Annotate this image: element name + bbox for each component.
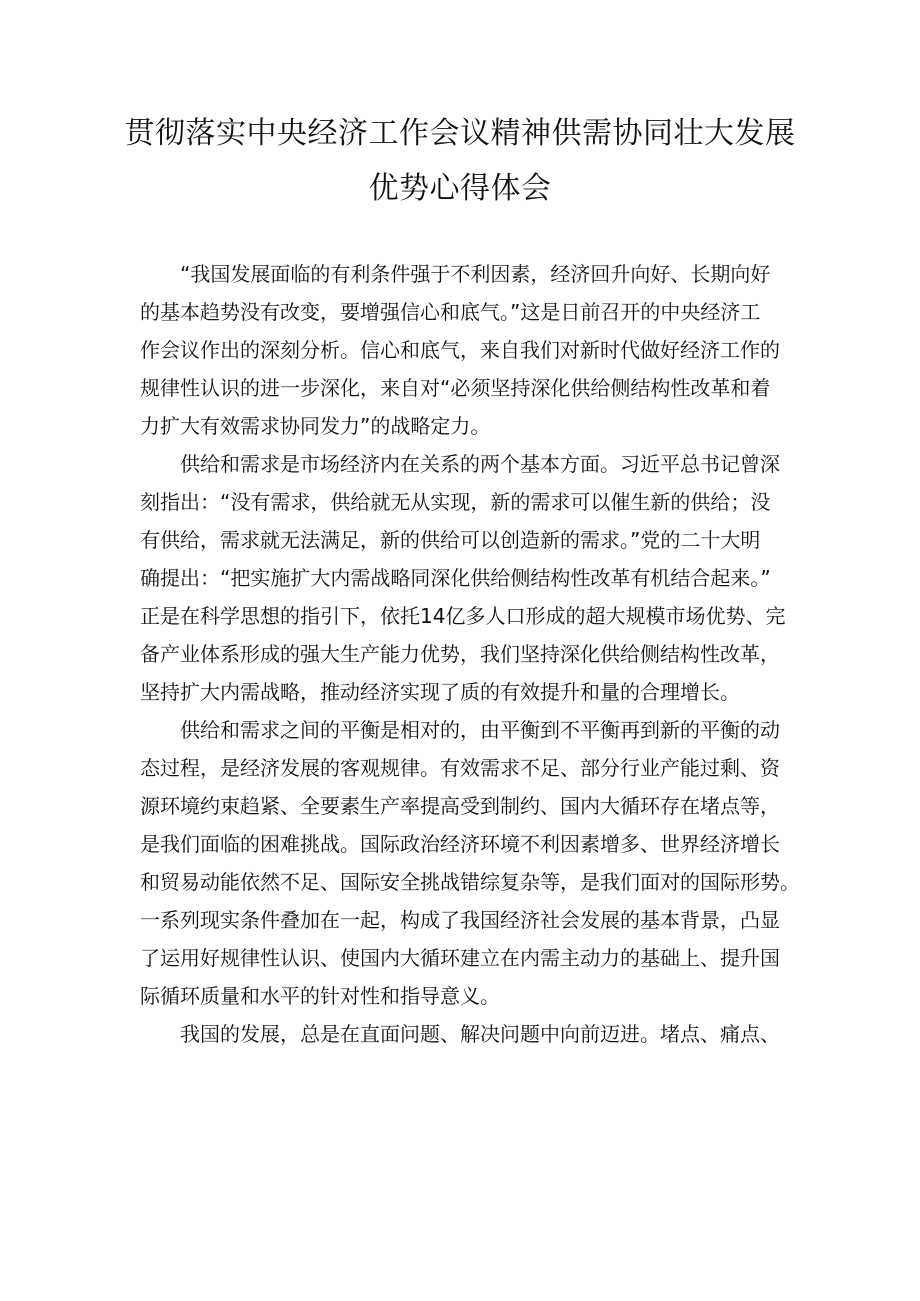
paragraph-line: 供给和需求是市场经济内在关系的两个基本方面。习近平总书记曾深 — [180, 452, 780, 476]
paragraph-line: 坚持扩大内需战略，推动经济实现了质的有效提升和量的合理增长。 — [140, 680, 740, 704]
paragraph-line: 一系列现实条件叠加在一起，构成了我国经济社会发展的基本背景，凸显 — [140, 908, 780, 932]
paragraph-line: 规律性认识的进一步深化，来自对“必须坚持深化供给侧结构性改革和着 — [140, 376, 771, 400]
paragraph — [140, 255, 780, 445]
paragraph-line: 有供给，需求就无法满足，新的供给可以创造新的需求。”党的二十大明 — [140, 528, 761, 552]
paragraph — [140, 1015, 780, 1053]
paragraph-line: 刻指出：“没有需求，供给就无从实现，新的需求可以催生新的供给；没 — [140, 490, 771, 514]
paragraph-line: 力扩大有效需求协同发力”的战略定力。 — [140, 414, 491, 438]
paragraph-line: 际循环质量和水平的针对性和指导意义。 — [140, 984, 500, 1008]
paragraph — [140, 711, 800, 1015]
document-body — [140, 255, 800, 1053]
paragraph-line: 是我们面临的困难挑战。国际政治经济环境不利因素增多、世界经济增长 — [140, 832, 780, 856]
paragraph-line: 确提出：“把实施扩大内需战略同深化供给侧结构性改革有机结合起来。” — [140, 566, 771, 590]
paragraph-line: 源环境约束趋紧、全要素生产率提高受到制约、国内大循环存在堵点等， — [140, 794, 780, 818]
paragraph-line: 和贸易动能依然不足、国际安全挑战错综复杂等，是我们面对的国际形势。 — [140, 870, 800, 894]
paragraph-line: 供给和需求之间的平衡是相对的，由平衡到不平衡再到新的平衡的动 — [180, 718, 780, 742]
paragraph — [140, 445, 786, 711]
paragraph-line: 了运用好规律性认识、使国内大循环建立在内需主动力的基础上、提升国 — [140, 946, 780, 970]
paragraph-line: 我国的发展，总是在直面问题、解决问题中向前迈进。堵点、痛点、 — [180, 1022, 780, 1046]
paragraph-line: 的基本趋势没有改变，要增强信心和底气。”这是日前召开的中央经济工 — [140, 300, 761, 324]
paragraph-line: 作会议作出的深刻分析。信心和底气，来自我们对新时代做好经济工作的 — [140, 338, 780, 362]
paragraph-line: 态过程，是经济发展的客观规律。有效需求不足、部分行业产能过剩、资 — [140, 756, 780, 780]
document-title-line-1: 贯彻落实中央经济工作会议精神供需协同壮大发展 — [124, 116, 796, 151]
paragraph-line: 正是在科学思想的指引下，依托14亿多人口形成的超大规模市场优势、完 — [140, 604, 786, 628]
paragraph-line: “我国发展面临的有利条件强于不利因素，经济回升向好、长期向好 — [180, 262, 771, 286]
document-title-line-2: 优势心得体会 — [368, 171, 552, 206]
paragraph-line: 备产业体系形成的强大生产能力优势，我们坚持深化供给侧结构性改革， — [140, 642, 780, 666]
